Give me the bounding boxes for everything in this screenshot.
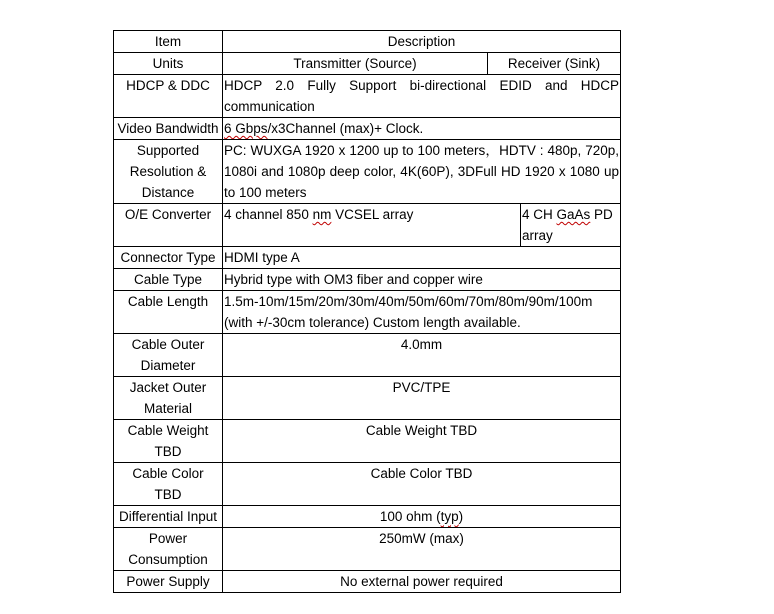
connector-label: Connector Type bbox=[114, 247, 223, 269]
weight-label: Cable Weight TBD bbox=[114, 420, 223, 463]
table-row-power-supply bbox=[114, 571, 621, 593]
diff-input-value bbox=[223, 506, 621, 528]
color-label: Cable Color TBD bbox=[114, 463, 223, 506]
table-row-diff-input bbox=[114, 506, 621, 528]
table-row-cable-length bbox=[114, 291, 621, 334]
units-receiver: Receiver (Sink) bbox=[488, 53, 621, 75]
table-row-units bbox=[114, 53, 621, 75]
header-description-cell: Description bbox=[223, 31, 621, 53]
units-label: Units bbox=[114, 53, 223, 75]
table-row-jacket bbox=[114, 377, 621, 420]
resolution-value: PC: WUXGA 1920 x 1200 up to 100 meters，HDTV : 480p, 720p, 1080i and 1080p deep color, 4K(60P), 3DFull HD 1920 x 1080 up to 100 meters bbox=[223, 140, 621, 204]
oe-rx-post: PD array bbox=[522, 207, 613, 243]
table-row-hdcp bbox=[114, 75, 621, 118]
table-row-resolution bbox=[114, 140, 621, 204]
header-item-cell: Item bbox=[114, 31, 223, 53]
diff-input-post: ) bbox=[458, 509, 464, 524]
table-row-color bbox=[114, 463, 621, 506]
diameter-value: 4.0mm bbox=[223, 334, 621, 377]
diff-input-label: Differential Input bbox=[114, 506, 223, 528]
cable-type-label: Cable Type bbox=[114, 269, 223, 291]
oe-label: O/E Converter bbox=[114, 204, 223, 247]
oe-rx-pre: 4 CH bbox=[522, 207, 557, 222]
table-row-weight bbox=[114, 420, 621, 463]
oe-receiver-value bbox=[521, 204, 621, 247]
table-row-cable-type bbox=[114, 269, 621, 291]
spec-table bbox=[113, 30, 621, 593]
bandwidth-value-rest: /x3Channel (max)+ Clock. bbox=[267, 121, 424, 136]
table-row-connector bbox=[114, 247, 621, 269]
jacket-value: PVC/TPE bbox=[223, 377, 621, 420]
power-supply-label: Power Supply bbox=[114, 571, 223, 593]
bandwidth-value bbox=[223, 118, 621, 140]
cable-length-value: 1.5m-10m/15m/20m/30m/40m/50m/60m/70m/80m/90m/100m (with +/-30cm tolerance) Custom length available. bbox=[223, 291, 621, 334]
hdcp-label: HDCP & DDC bbox=[114, 75, 223, 118]
cable-type-value: Hybrid type with OM3 fiber and copper wire bbox=[223, 269, 621, 291]
cable-length-label: Cable Length bbox=[114, 291, 223, 334]
oe-tx-pre: 4 channel 850 bbox=[224, 207, 313, 222]
resolution-label: Supported Resolution & Distance bbox=[114, 140, 223, 204]
connector-value: HDMI type A bbox=[223, 247, 621, 269]
power-consumption-value: 250mW (max) bbox=[223, 528, 621, 571]
bandwidth-value-marked: 6 Gbps bbox=[224, 121, 268, 136]
diameter-label: Cable Outer Diameter bbox=[114, 334, 223, 377]
power-supply-value: No external power required bbox=[223, 571, 621, 593]
table-row-diameter bbox=[114, 334, 621, 377]
oe-tx-marked: nm bbox=[312, 207, 332, 222]
color-value: Cable Color TBD bbox=[223, 463, 621, 506]
table-row-header bbox=[114, 31, 621, 53]
diff-input-pre: 100 ohm ( bbox=[379, 509, 441, 524]
oe-transmitter-value bbox=[223, 204, 521, 247]
hdcp-value: HDCP 2.0 Fully Support bi-directional EDID and HDCP communication bbox=[223, 75, 621, 118]
oe-rx-marked: GaAs bbox=[556, 207, 591, 222]
bandwidth-label: Video Bandwidth bbox=[114, 118, 223, 140]
jacket-label: Jacket Outer Material bbox=[114, 377, 223, 420]
weight-value: Cable Weight TBD bbox=[223, 420, 621, 463]
table-row-oe-converter bbox=[114, 204, 621, 247]
units-transmitter: Transmitter (Source) bbox=[223, 53, 488, 75]
diff-input-marked: typ bbox=[440, 509, 459, 524]
power-consumption-label: Power Consumption bbox=[114, 528, 223, 571]
table-row-power-consumption bbox=[114, 528, 621, 571]
oe-tx-post: VCSEL array bbox=[331, 207, 414, 222]
table-row-bandwidth bbox=[114, 118, 621, 140]
